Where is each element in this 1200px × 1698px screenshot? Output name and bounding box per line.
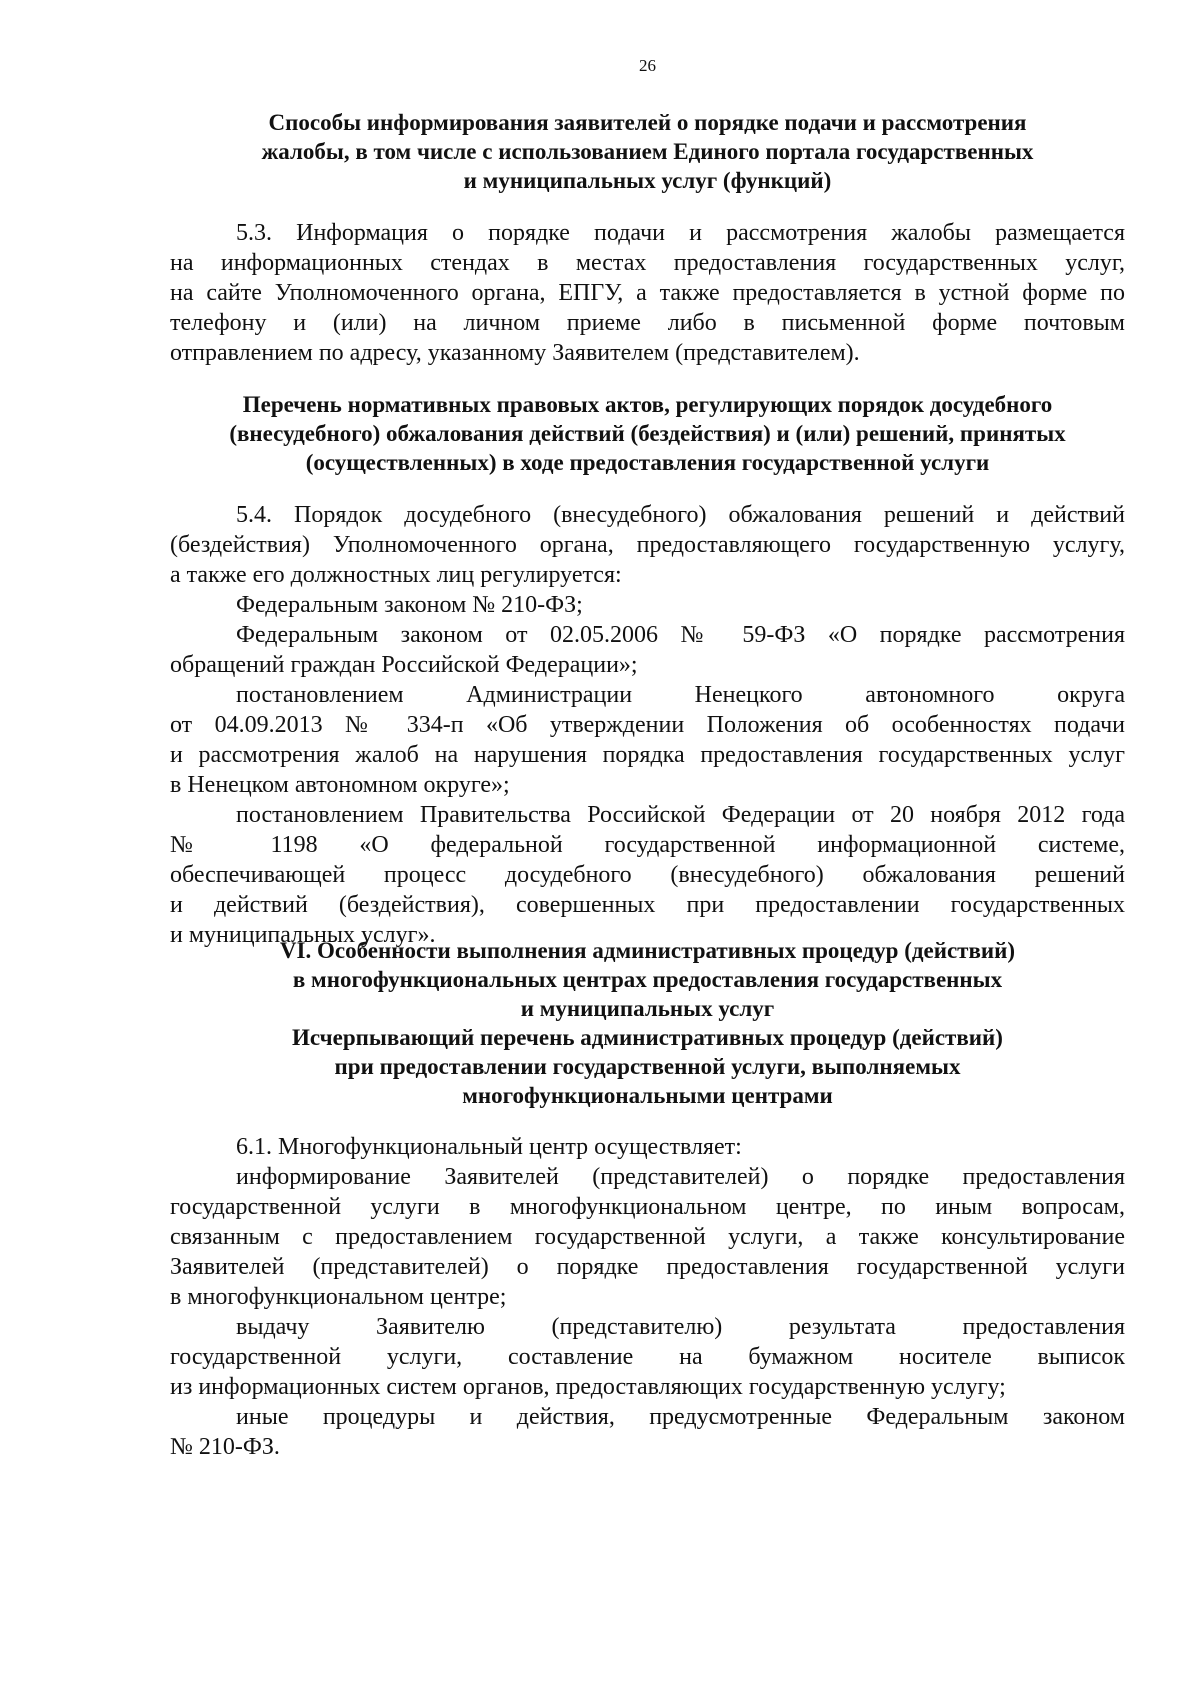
heading-line: многофункциональными центрами xyxy=(462,1083,833,1108)
text-line: отправлением по адресу, указанному Заявителем (представителем). xyxy=(170,340,860,366)
text-line: № 210-ФЗ. xyxy=(170,1434,280,1460)
paragraph-5-4 xyxy=(170,500,1125,950)
text-line: государственной услуги, составление на бумажном носителе выписок xyxy=(170,1344,1125,1370)
text-line: и муниципальных услуг». xyxy=(170,922,436,948)
page-number: 26 xyxy=(639,56,656,75)
heading-line: при предоставлении государственной услуги, выполняемых xyxy=(334,1054,961,1079)
paragraph-5-3 xyxy=(170,218,1125,368)
text-line: а также его должностных лиц регулируется: xyxy=(170,562,622,588)
text-line: государственной услуги в многофункциональном центре, по иным вопросам, xyxy=(170,1194,1125,1220)
heading-line: (осуществленных) в ходе предоставления государственной услуги xyxy=(305,450,990,475)
text-line: Заявителей (представителей) о порядке предоставления государственной услуги xyxy=(170,1254,1125,1280)
text-line: Федеральным законом от 02.05.2006 № 59-ФЗ «О порядке рассмотрения xyxy=(236,622,1125,648)
text-line: обеспечивающей процесс досудебного (внесудебного) обжалования решений xyxy=(170,862,1125,888)
text-line: и действий (бездействия), совершенных при предоставлении государственных xyxy=(170,892,1125,918)
text-line: и рассмотрения жалоб на нарушения порядка предоставления государственных услуг xyxy=(170,742,1125,768)
text-line: обращений граждан Российской Федерации»; xyxy=(170,652,638,678)
text-line: на сайте Уполномоченного органа, ЕПГУ, а также предоставляется в устной форме по xyxy=(170,280,1125,306)
heading-line: VI. Особенности выполнения административных процедур (действий) xyxy=(279,938,1016,963)
text-line: иные процедуры и действия, предусмотренные Федеральным законом xyxy=(236,1404,1125,1430)
heading-normative-acts xyxy=(170,390,1125,477)
text-line: в Ненецком автономном округе»; xyxy=(170,772,510,798)
text-line: 5.4. Порядок досудебного (внесудебного) обжалования решений и действий xyxy=(236,502,1125,528)
heading-complaint-information xyxy=(170,108,1125,195)
paragraph-6-1 xyxy=(170,1132,1125,1462)
text-line: в многофункциональном центре; xyxy=(170,1284,507,1310)
heading-line: Исчерпывающий перечень административных процедур (действий) xyxy=(292,1025,1003,1050)
text-line: (бездействия) Уполномоченного органа, предоставляющего государственную услугу, xyxy=(170,532,1125,558)
heading-line: (внесудебного) обжалования действий (бездействия) и (или) решений, принятых xyxy=(229,421,1066,446)
heading-line: жалобы, в том числе с использованием Единого портала государственных xyxy=(261,139,1034,164)
text-line: от 04.09.2013 № 334-п «Об утверждении Положения об особенностях подачи xyxy=(170,712,1125,738)
heading-line: Перечень нормативных правовых актов, регулирующих порядок досудебного xyxy=(242,392,1053,417)
text-line: 6.1. Многофункциональный центр осуществляет: xyxy=(236,1134,742,1160)
heading-section-vi xyxy=(170,936,1125,1110)
heading-line: и муниципальных услуг (функций) xyxy=(463,168,832,193)
text-line: постановлением Администрации Ненецкого автономного округа xyxy=(236,682,1125,708)
text-line: Федеральным законом № 210-ФЗ; xyxy=(236,592,583,618)
text-line: постановлением Правительства Российской Федерации от 20 ноября 2012 года xyxy=(236,802,1125,828)
text-line: № 1198 «О федеральной государственной информационной системе, xyxy=(170,832,1125,858)
text-line: из информационных систем органов, предоставляющих государственную услугу; xyxy=(170,1374,1006,1400)
text-line: на информационных стендах в местах предоставления государственных услуг, xyxy=(170,250,1125,276)
text-line: телефону и (или) на личном приеме либо в письменной форме почтовым xyxy=(170,310,1125,336)
heading-line: и муниципальных услуг xyxy=(520,996,775,1021)
text-line: выдачу Заявителю (представителю) результата предоставления xyxy=(236,1314,1125,1340)
text-line: связанным с предоставлением государственной услуги, а также консультирование xyxy=(170,1224,1125,1250)
text-line: 5.3. Информация о порядке подачи и рассмотрения жалобы размещается xyxy=(236,220,1125,246)
text-line: информирование Заявителей (представителей) о порядке предоставления xyxy=(236,1164,1125,1190)
heading-line: в многофункциональных центрах предоставления государственных xyxy=(292,967,1003,992)
heading-line: Способы информирования заявителей о порядке подачи и рассмотрения xyxy=(268,110,1027,135)
